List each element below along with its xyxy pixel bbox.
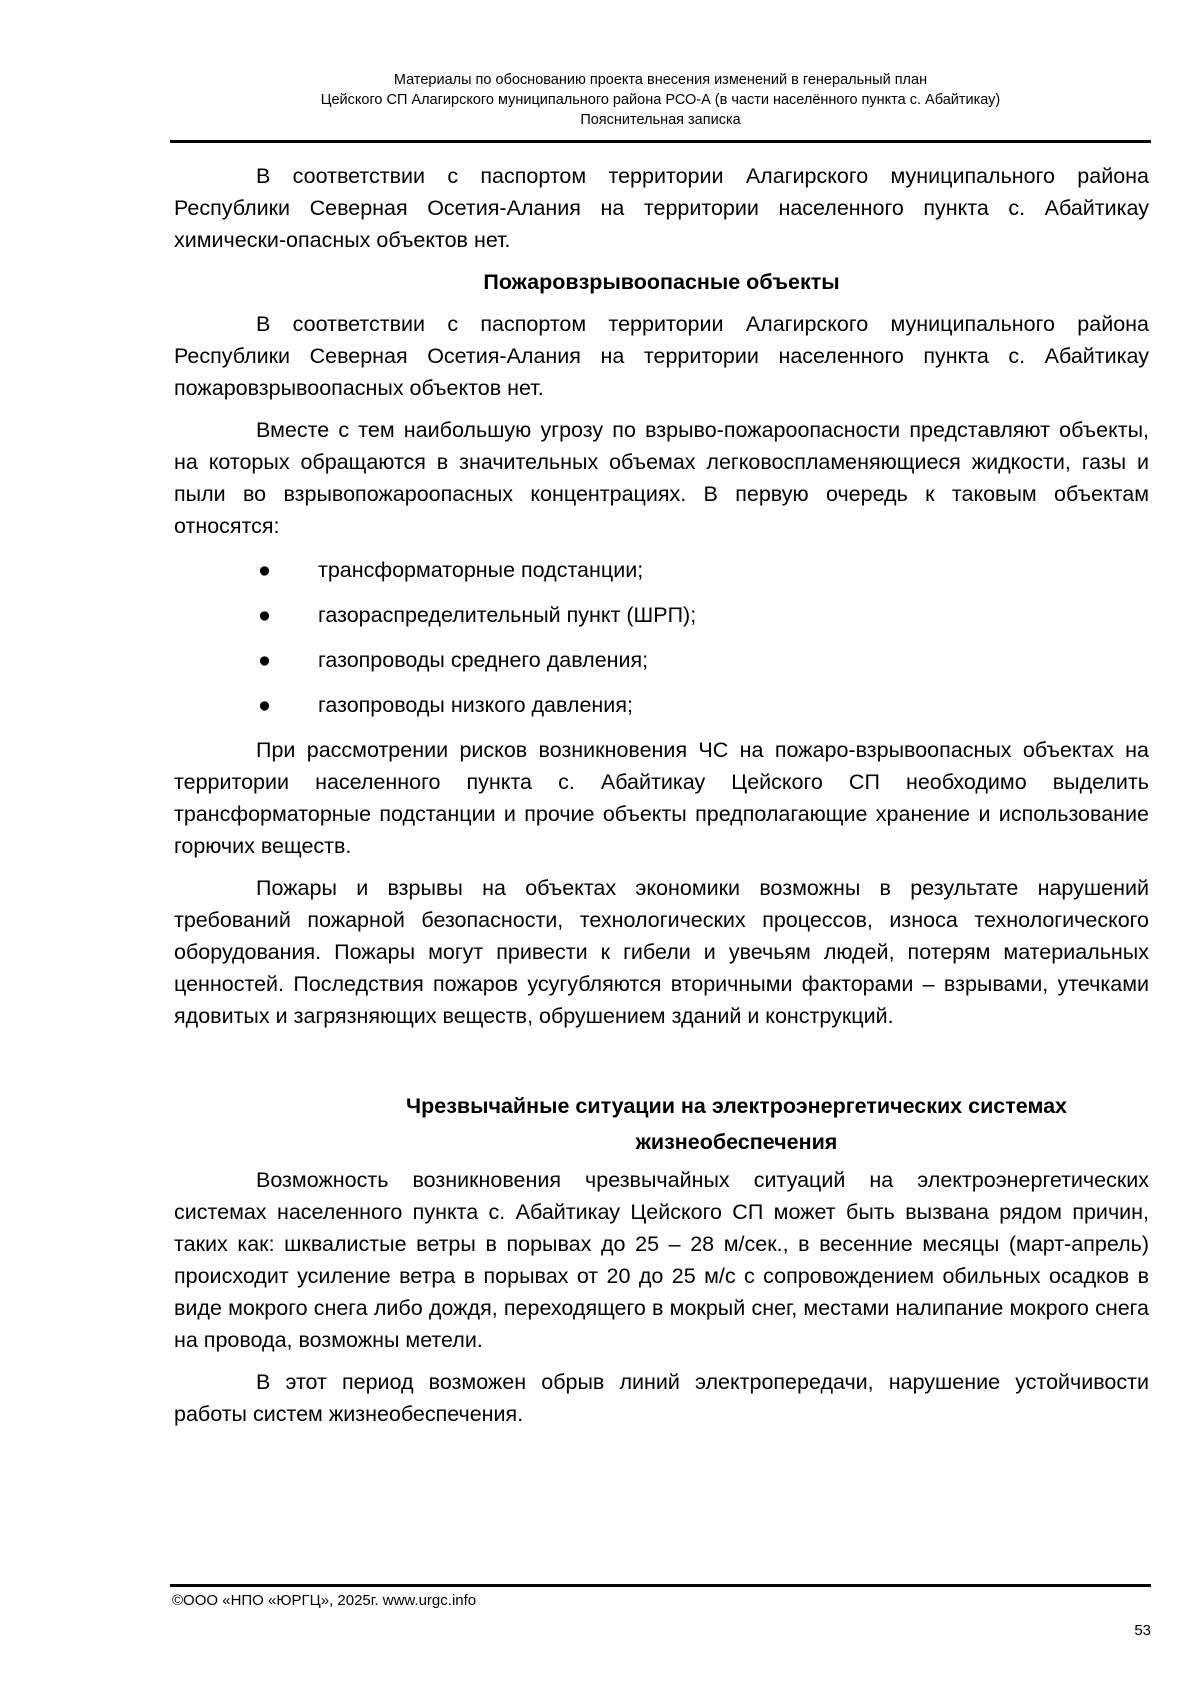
footer-divider	[170, 1584, 1151, 1587]
paragraph-fire-consequences: Пожары и взрывы на объектах экономики возможны в результате нарушений требований пожарной безопасности, технологических процессов, износа технологического оборудования. Пожары могут привести к гибели и увечьям людей, потерям материальных ценностей. Последствия пожаров усугубляются вторичными факторами – взрывами, утечками ядовитых и загрязняющих веществ, обрушением зданий и конструкций.	[174, 876, 1149, 1028]
footer-copyright: ©ООО «НПО «ЮРГЦ», 2025г. www.urgc.info	[172, 1592, 477, 1609]
page-body	[174, 160, 1149, 1430]
bullet-icon: ●	[258, 648, 271, 672]
list-item-text: трансформаторные подстанции;	[318, 558, 644, 582]
list-item-text: газопроводы среднего давления;	[318, 648, 649, 672]
paragraph-power-consequences: В этот период возможен обрыв линий электропередачи, нарушение устойчивости работы систем жизнеобеспечения.	[174, 1370, 1149, 1426]
list-item-text: газораспределительный пункт (ШРП);	[318, 603, 697, 627]
paragraph-fire-hazard: В соответствии с паспортом территории Алагирского муниципального района Республики Северная Осетия-Алания на территории населенного пункта с. Абайтикау пожаровзрывоопасных объектов нет.	[174, 312, 1149, 400]
bullet-icon: ●	[258, 558, 271, 582]
paragraph-chemical-hazard: В соответствии с паспортом территории Алагирского муниципального района Республики Северная Осетия-Алания на территории населенного пункта с. Абайтикау химически-опасных объектов нет.	[174, 164, 1149, 252]
list-item	[174, 554, 1149, 586]
bullet-icon: ●	[258, 693, 271, 717]
heading-line-1: Чрезвычайные ситуации на электроэнергетических системах	[406, 1094, 1067, 1118]
header-line-2: Цейского СП Алагирского муниципального района РСО-А (в части населённого пункта с. Абайтикау)	[320, 92, 1001, 108]
page-number: 53	[1134, 1622, 1151, 1639]
list-item	[174, 689, 1149, 721]
header-line-3: Пояснительная записка	[580, 112, 741, 128]
header-divider	[170, 140, 1151, 143]
list-item-text: газопроводы низкого давления;	[318, 693, 633, 717]
section-heading-fire-explosion: Пожаровзрывоопасные объекты	[483, 270, 840, 294]
list-item	[174, 644, 1149, 676]
heading-line-2: жизнеобеспечения	[635, 1130, 838, 1154]
bullet-icon: ●	[258, 603, 271, 627]
section-heading-power-systems	[174, 1088, 1149, 1160]
header-line-1: Материалы по обоснованию проекта внесения изменений в генеральный план	[393, 72, 928, 88]
list-item	[174, 599, 1149, 631]
paragraph-hazard-objects: Вместе с тем наибольшую угрозу по взрыво-пожароопасности представляют объекты, на которых обращаются в значительных объемах легковоспламеняющиеся жидкости, газы и пыли во взрывопожароопасных концентрациях. В первую очередь к таковым объектам относятся:	[174, 418, 1149, 538]
paragraph-power-causes: Возможность возникновения чрезвычайных ситуаций на электроэнергетических системах населенного пункта с. Абайтикау Цейского СП может быть вызвана рядом причин, таких как: шквалистые ветры в порывах до 25 – 28 м/сек., в весенние месяцы (март-апрель) происходит усиление ветра в порывах от 20 до 25 м/с с сопровождением обильных осадков в виде мокрого снега либо дождя, переходящего в мокрый снег, местами налипание мокрого снега на провода, возможны метели.	[174, 1168, 1149, 1352]
hazard-objects-list	[174, 554, 1149, 721]
paragraph-risk-assessment: При рассмотрении рисков возникновения ЧС на пожаро-взрывоопасных объектах на территории населенного пункта с. Абайтикау Цейского СП необходимо выделить трансформаторные подстанции и прочие объекты предполагающие хранение и использование горючих веществ.	[174, 738, 1149, 858]
running-header	[170, 70, 1151, 130]
